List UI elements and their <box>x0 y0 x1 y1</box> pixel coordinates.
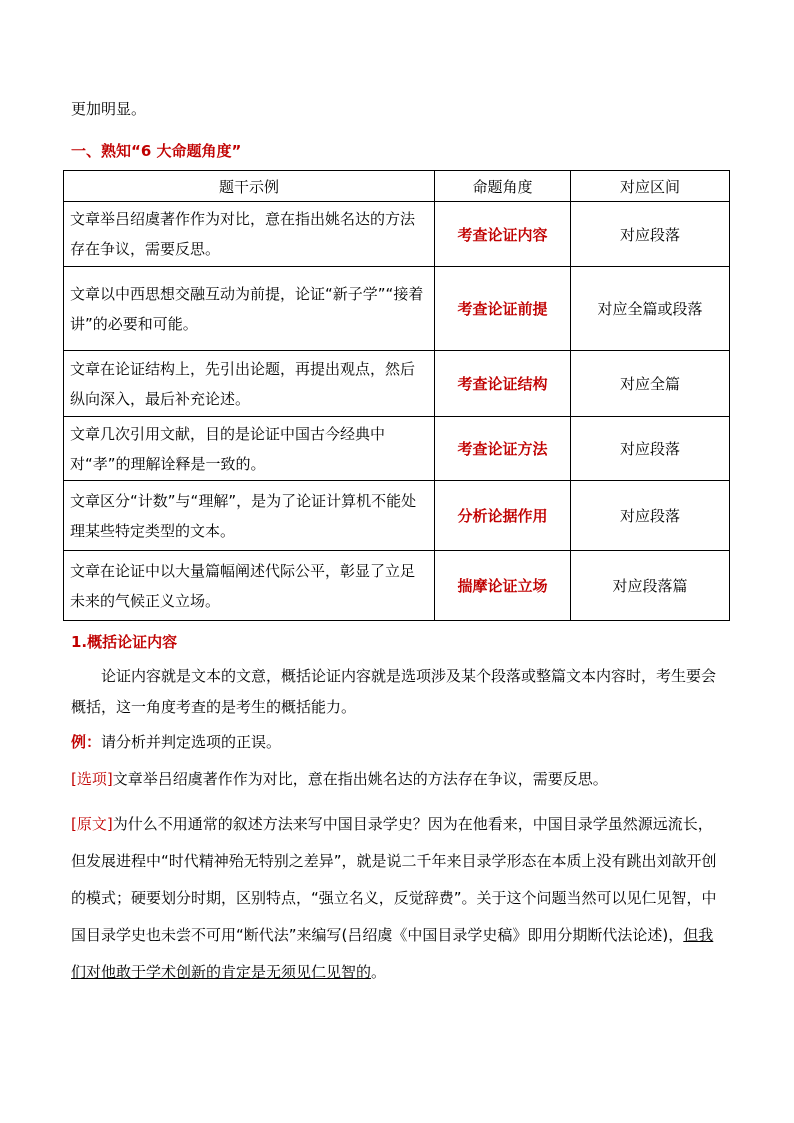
example-cell: 文章区分“计数”与“理解”，是为了论证计算机不能处理某些特定类型的文本。 <box>64 481 435 551</box>
original-underlined-text: 但我们对他敢于学术创新的肯定是无须见仁见智的 <box>71 926 714 981</box>
table-header-row <box>64 171 730 202</box>
example-cell: 文章以中西思想交融互动为前提，论证“新子学”“接着讲”的必要和可能。 <box>64 267 435 351</box>
header-angle: 命题角度 <box>435 171 571 202</box>
range-cell: 对应段落篇 <box>571 551 730 621</box>
range-cell: 对应段落 <box>571 202 730 267</box>
table-row <box>64 351 730 417</box>
original-end: 。 <box>371 963 387 981</box>
subheading: 1.概括论证内容 <box>71 633 178 651</box>
table-row <box>64 267 730 351</box>
original-tag: [原文] <box>71 815 113 833</box>
angle-cell: 揣摩论证立场 <box>435 551 571 621</box>
table-row <box>64 481 730 551</box>
range-cell: 对应段落 <box>571 417 730 481</box>
example-text: 请分析并判定选项的正误。 <box>101 733 282 751</box>
range-cell: 对应全篇 <box>571 351 730 417</box>
option-line <box>71 764 727 795</box>
table-row <box>64 551 730 621</box>
example-line <box>71 727 727 758</box>
angle-cell: 考查论证结构 <box>435 351 571 417</box>
section-heading: 一、熟知“6 大命题角度” <box>71 142 242 160</box>
angle-cell: 考查论证方法 <box>435 417 571 481</box>
original-text: 为什么不用通常的叙述方法来写中国目录学史？因为在他看来，中国目录学虽然源远流长，但发展进程中“时代精神殆无特别之差异”，就是说二千年来目录学形态在本质上没有跳出刘歆开创的模式；硬要划分时期，区别特点，“强立名义，反觉辞费”。关于这个问题当然可以见仁见智，中国目录学史也未尝不可用“断代法”来编写(吕绍虞《中国目录学史稿》即用分期断代法论述)， <box>71 815 717 944</box>
original-paragraph <box>71 806 727 991</box>
angle-cell: 分析论据作用 <box>435 481 571 551</box>
example-cell: 文章举吕绍虞著作作为对比，意在指出姚名达的方法存在争议，需要反思。 <box>64 202 435 267</box>
header-range: 对应区间 <box>571 171 730 202</box>
option-tag: [选项] <box>71 770 113 788</box>
example-cell: 文章几次引用文献，目的是论证中国古今经典中对“孝”的理解诠释是一致的。 <box>64 417 435 481</box>
option-text: 文章举吕绍虞著作作为对比，意在指出姚名达的方法存在争议，需要反思。 <box>112 770 608 788</box>
header-example: 题干示例 <box>64 171 435 202</box>
intro-line: 更加明显。 <box>71 100 147 118</box>
range-cell: 对应段落 <box>571 481 730 551</box>
range-cell: 对应全篇或段落 <box>571 267 730 351</box>
angle-cell: 考查论证内容 <box>435 202 571 267</box>
angle-cell: 考查论证前提 <box>435 267 571 351</box>
table-row <box>64 417 730 481</box>
body-paragraph: 论证内容就是文本的文意，概括论证内容就是选项涉及某个段落或整篇文本内容时，考生要会概括，这一角度考查的是考生的概括能力。 <box>71 667 717 716</box>
example-cell: 文章在论证结构上，先引出论题，再提出观点，然后纵向深入，最后补充论述。 <box>64 351 435 417</box>
example-label: 例： <box>71 733 102 751</box>
example-cell: 文章在论证中以大量篇幅阐述代际公平，彰显了立足未来的气候正义立场。 <box>64 551 435 621</box>
question-angle-table <box>63 170 730 621</box>
table-row <box>64 202 730 267</box>
